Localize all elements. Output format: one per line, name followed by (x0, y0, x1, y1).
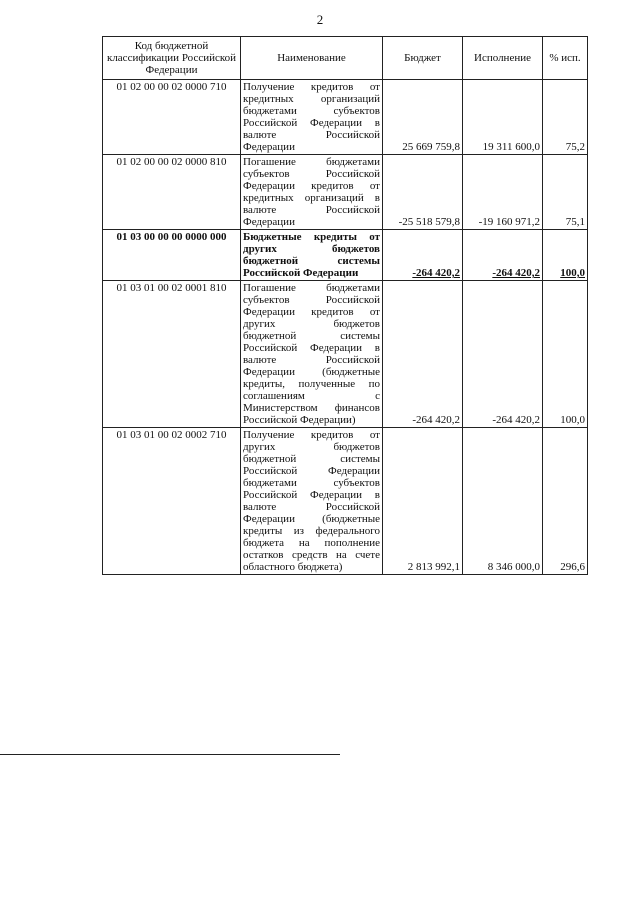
cell-budget: -264 420,2 (383, 281, 463, 428)
header-percent: % исп. (543, 37, 588, 80)
cell-percent-value: 100,0 (560, 267, 585, 279)
cell-code: 01 03 00 00 00 0000 000 (103, 230, 241, 281)
footnote-rule (0, 754, 340, 755)
cell-percent: 100,0 (543, 281, 588, 428)
cell-execution: -19 160 971,2 (463, 155, 543, 230)
cell-name: Получение кредитов от кредитных организаций бюджетами субъектов Российской Федерации в валюте Российской Федерации (241, 80, 383, 155)
cell-budget: 25 669 759,8 (383, 80, 463, 155)
cell-code: 01 02 00 00 02 0000 810 (103, 155, 241, 230)
cell-execution (463, 230, 543, 281)
budget-table (102, 36, 588, 575)
cell-percent: 75,2 (543, 80, 588, 155)
cell-name: Бюджетные кредиты от других бюджетов бюджетной системы Российской Федерации (241, 230, 383, 281)
cell-percent (543, 230, 588, 281)
page-number: 2 (316, 12, 324, 27)
table-row-total (103, 230, 588, 281)
table-row (103, 428, 588, 575)
header-code: Код бюджетной классификации Российской Федерации (103, 37, 241, 80)
cell-name: Погашение бюджетами субъектов Российской Федерации кредитов от других бюджетов бюджетной системы Российской Федерации в валюте Российской Федерации (бюджетные кредиты, полученные по соглашениям с Министерством финансов Российской Федерации) (241, 281, 383, 428)
cell-code: 01 03 01 00 02 0001 810 (103, 281, 241, 428)
table-header-row (103, 37, 588, 80)
cell-name: Погашение бюджетами субъектов Российской Федерации кредитов от кредитных организаций в валюте Российской Федерации (241, 155, 383, 230)
table-row (103, 155, 588, 230)
header-budget: Бюджет (383, 37, 463, 80)
cell-percent: 296,6 (543, 428, 588, 575)
cell-budget: 2 813 992,1 (383, 428, 463, 575)
header-execution: Исполнение (463, 37, 543, 80)
cell-execution: -264 420,2 (463, 281, 543, 428)
cell-budget (383, 230, 463, 281)
cell-percent: 75,1 (543, 155, 588, 230)
table-row (103, 281, 588, 428)
cell-execution-value: -264 420,2 (492, 267, 540, 279)
cell-budget: -25 518 579,8 (383, 155, 463, 230)
cell-execution: 8 346 000,0 (463, 428, 543, 575)
cell-name: Получение кредитов от других бюджетов бюджетной системы Российской Федерации бюджетами субъектов Российской Федерации в валюте Российской Федерации (бюджетные кредиты из федерального бюджета на пополнение остатков средств на счете областного бюджета) (241, 428, 383, 575)
cell-code: 01 02 00 00 02 0000 710 (103, 80, 241, 155)
cell-budget-value: -264 420,2 (412, 267, 460, 279)
header-name: Наименование (241, 37, 383, 80)
cell-code: 01 03 01 00 02 0002 710 (103, 428, 241, 575)
table-row (103, 80, 588, 155)
cell-execution: 19 311 600,0 (463, 80, 543, 155)
